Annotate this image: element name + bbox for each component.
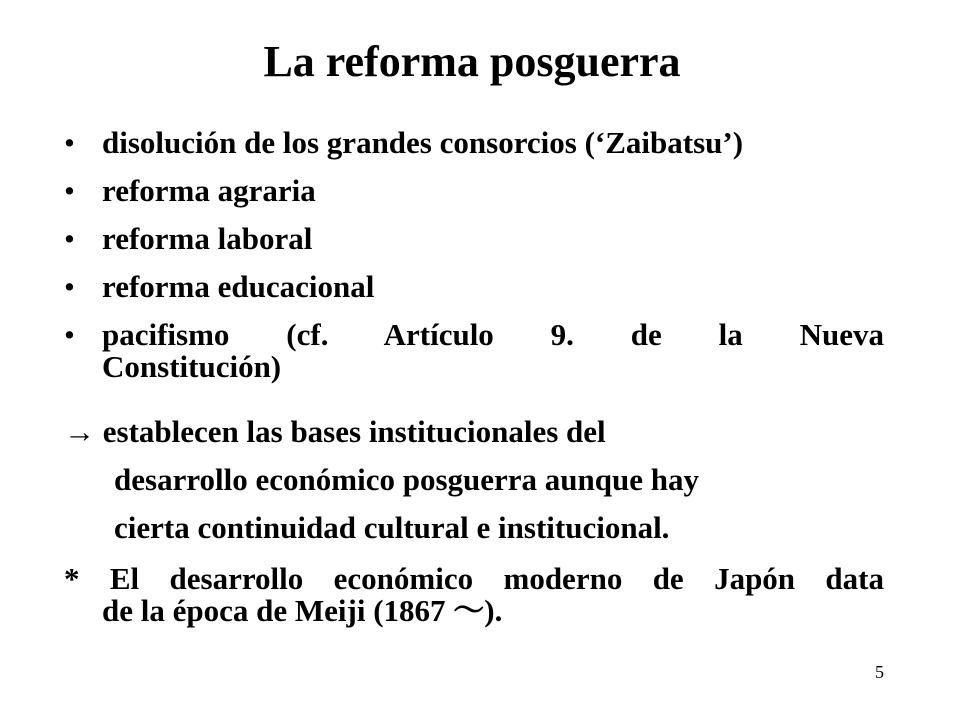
conclusion-line-3: cierta continuidad cultural e institucional.: [114, 510, 670, 545]
conclusion-line-2: desarrollo económico posguerra aunque hay: [114, 462, 699, 497]
bullet-text-line-2: Constitución): [102, 349, 282, 384]
list-item: [64, 223, 884, 255]
bullet-text: disolución de los grandes consorcios (‘Zaibatsu’): [102, 125, 744, 160]
bullet-icon: •: [64, 317, 75, 352]
footnote: [64, 563, 884, 627]
bullet-icon: •: [64, 269, 75, 304]
bullet-list: [64, 127, 884, 399]
bullet-text-line-1: pacifismo (cf. Artículo 9. de la Nueva: [102, 317, 884, 352]
page-number: 5: [875, 662, 884, 682]
bullet-icon: •: [64, 221, 75, 256]
list-item: [64, 175, 884, 207]
footnote-line-1: * El desarrollo económico moderno de Japón data: [64, 561, 884, 596]
footnote-line-2: de la época de Meiji (1867 ～).: [102, 593, 503, 628]
bullet-text: reforma laboral: [102, 221, 313, 256]
bullet-text: reforma agraria: [102, 173, 316, 208]
arrow-conclusion: → establecen las bases institucionales del: [64, 414, 606, 449]
slide-title: La reforma posguerra: [263, 37, 681, 86]
bullet-text: reforma educacional: [102, 269, 375, 304]
list-item: [64, 271, 884, 303]
bullet-icon: •: [64, 125, 75, 160]
list-item: [64, 127, 884, 159]
bullet-icon: •: [64, 173, 75, 208]
list-item: [64, 319, 884, 383]
